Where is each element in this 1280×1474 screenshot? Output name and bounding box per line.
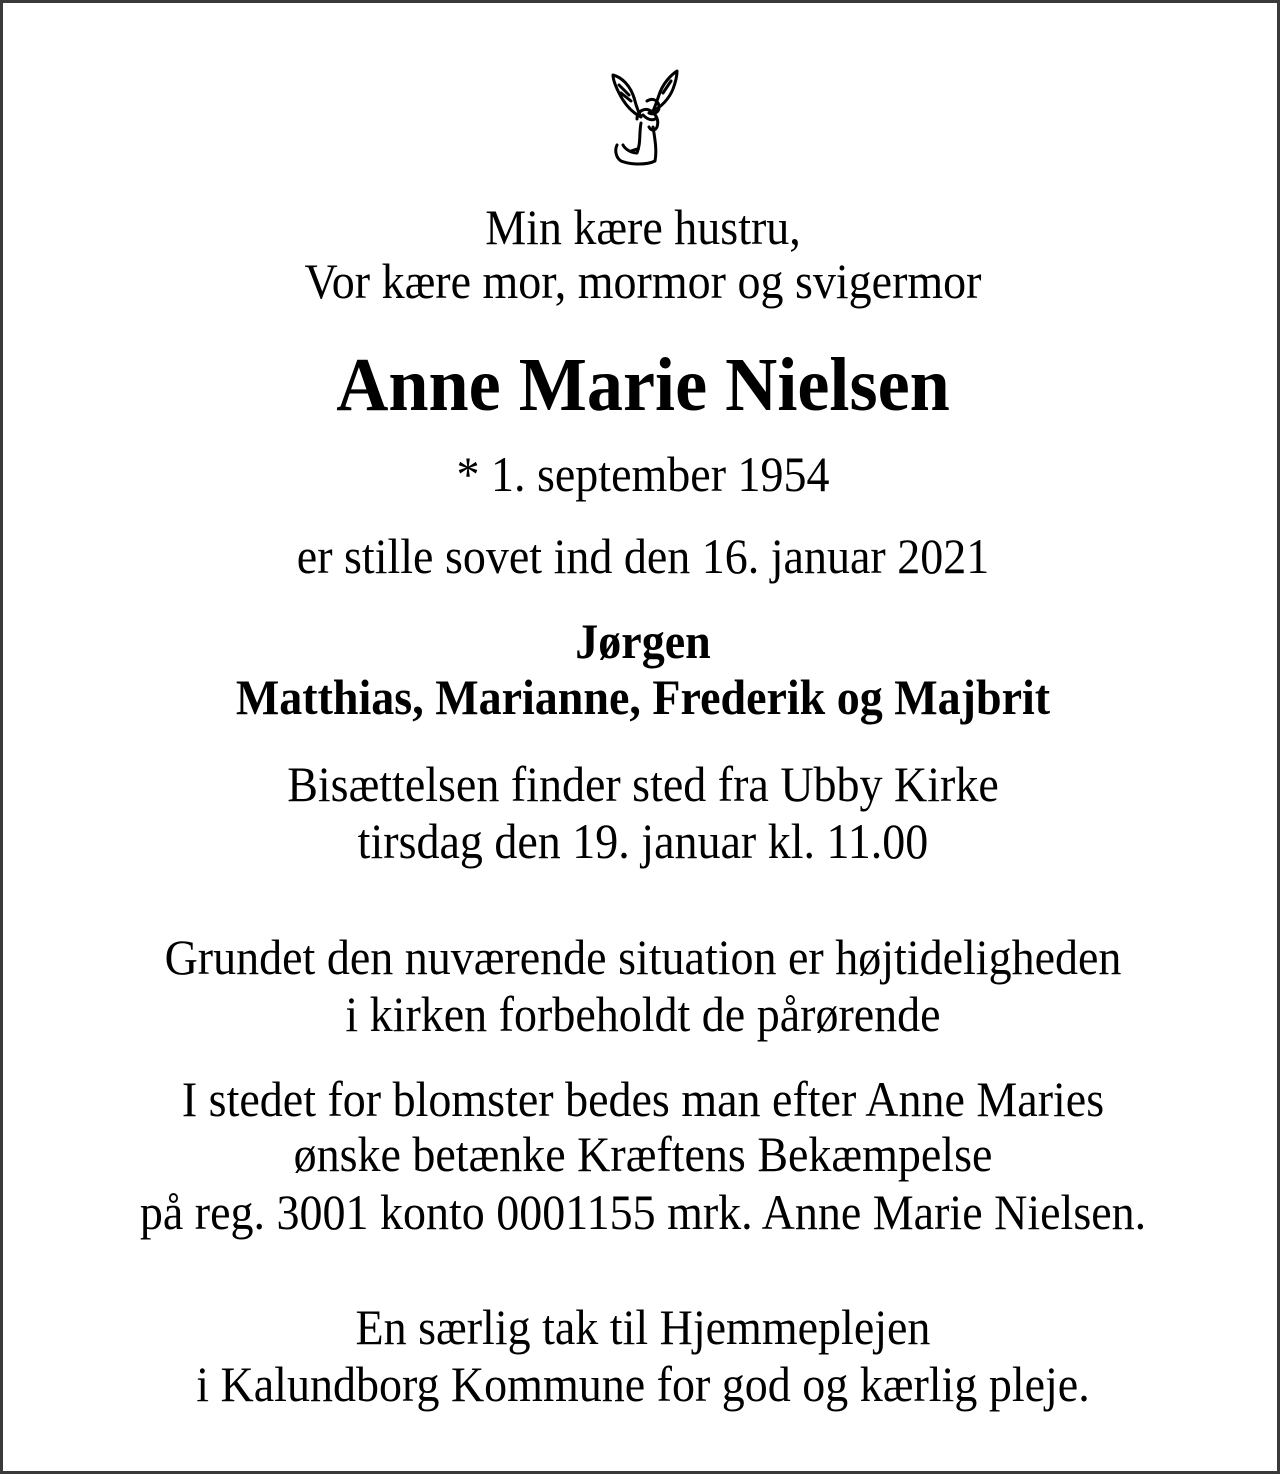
funeral-line-1: Bisættelsen finder sted fra Ubby Kirke: [287, 756, 999, 812]
donation-line-3: på reg. 3001 konto 0001155 mrk. Anne Marie Nielsen.: [139, 1184, 1147, 1240]
funeral-line-2: tirsdag den 19. januar kl. 11.00: [357, 813, 929, 869]
family-line-2: Matthias, Marianne, Frederik og Majbrit: [235, 669, 1051, 725]
death-date: er stille sovet ind den 16. januar 2021: [296, 528, 990, 584]
angel-icon: [601, 61, 685, 173]
thanks-line-1: En særlig tak til Hjemmeplejen: [355, 1299, 931, 1355]
thanks-line-2: i Kalundborg Kommune for god og kærlig pleje.: [196, 1356, 1090, 1412]
restriction-line-2: i kirken forbeholdt de pårørende: [345, 986, 941, 1042]
birth-date: * 1. september 1954: [456, 446, 830, 502]
deceased-name: Anne Marie Nielsen: [336, 343, 950, 427]
donation-line-1: I stedet for blomster bedes man efter Anne Maries: [181, 1071, 1105, 1127]
family-line-1: Jørgen: [575, 613, 711, 669]
donation-line-2: ønske betænke Kræftens Bekæmpelse: [293, 1126, 993, 1182]
intro-line-2: Vor kære mor, mormor og svigermor: [304, 253, 982, 309]
restriction-line-1: Grundet den nuværende situation er højtideligheden: [164, 929, 1122, 985]
intro-line-1: Min kære hustru,: [485, 199, 801, 255]
